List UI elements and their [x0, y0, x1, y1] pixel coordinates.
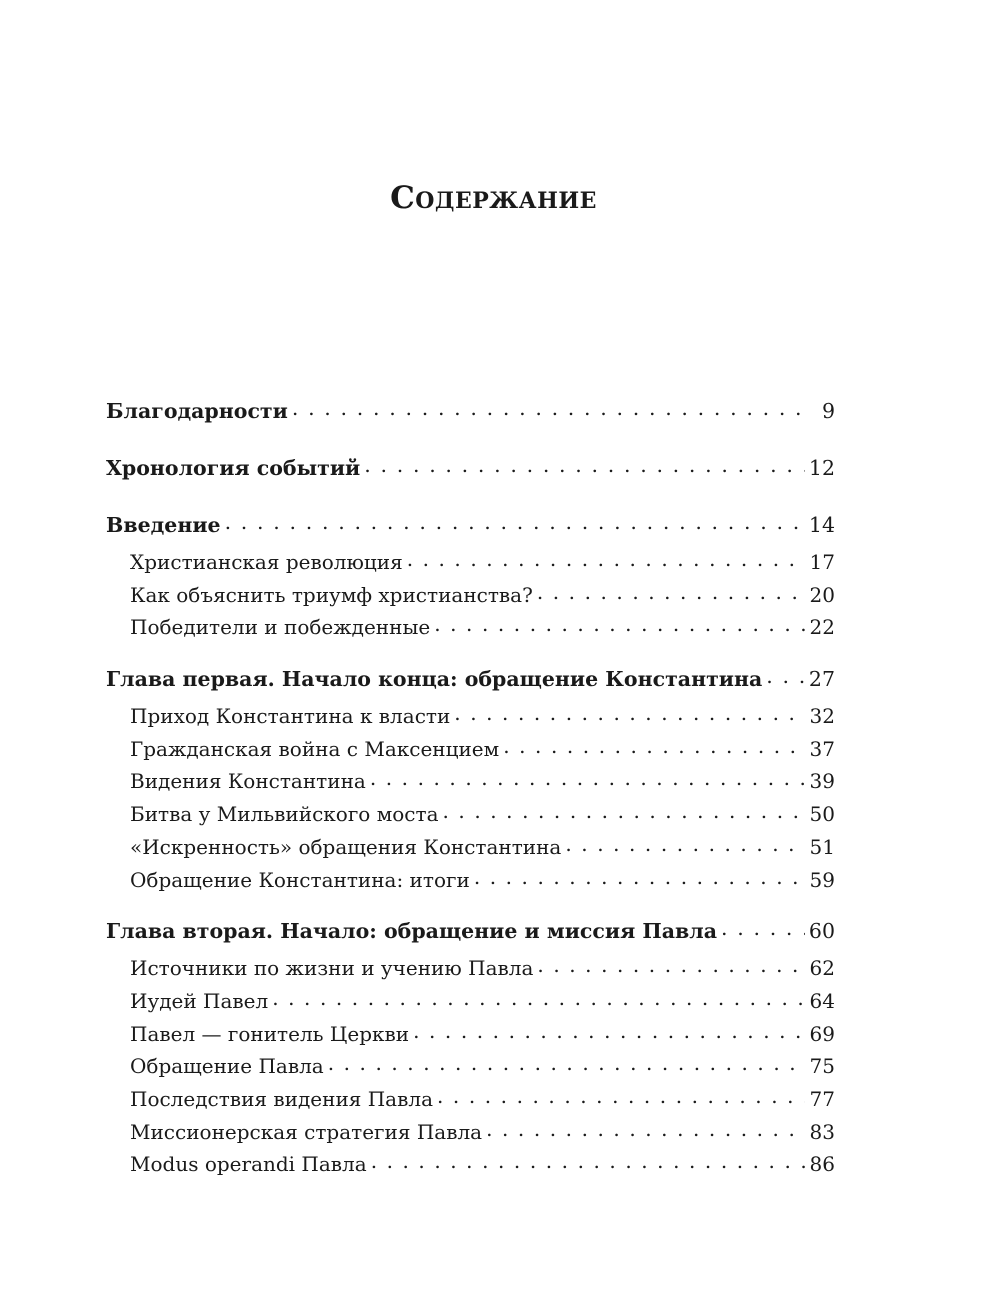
toc-entry-label: Благодарности — [106, 399, 288, 423]
toc-entry-label: Христианская революция — [130, 550, 403, 574]
toc-subentry[interactable] — [106, 831, 835, 864]
toc-subentry[interactable] — [106, 1116, 835, 1149]
toc-subentry[interactable] — [106, 579, 835, 612]
toc-subentry[interactable] — [106, 733, 835, 766]
toc-entry-label: Глава вторая. Начало: обращение и миссия Павла — [106, 919, 717, 944]
toc-dot-leader — [292, 398, 805, 419]
toc-entry[interactable] — [106, 914, 835, 948]
toc-entry-page: 64 — [809, 988, 835, 1013]
toc-entry-label: Гражданская война с Максенцием — [130, 736, 500, 761]
toc-entry-page: 50 — [809, 802, 835, 827]
toc-entry-page: 75 — [809, 1054, 835, 1079]
toc-dot-leader — [364, 455, 805, 476]
toc-dot-leader — [474, 867, 805, 887]
toc-dot-leader — [437, 1086, 805, 1106]
toc-entry-page: 59 — [809, 867, 835, 892]
toc-dot-leader — [370, 768, 805, 788]
toc-dot-leader — [434, 614, 805, 634]
toc-entry-page: 60 — [808, 919, 835, 944]
toc-dot-leader — [407, 549, 805, 569]
toc-entry-label: Обращение Павла — [130, 1054, 324, 1079]
toc-dot-leader — [503, 736, 805, 756]
toc-entry-label: Приход Константина к власти — [130, 704, 451, 729]
toc-entry-page: 77 — [809, 1086, 835, 1111]
toc-entry-page: 86 — [809, 1152, 835, 1177]
toc-entry-page: 32 — [809, 704, 835, 729]
toc-entry-label: Миссионерская стратегия Павла — [130, 1119, 483, 1144]
toc-entry[interactable] — [106, 508, 835, 542]
toc-entry-page: 37 — [809, 736, 835, 761]
toc-subentry[interactable] — [106, 798, 835, 831]
toc-entry-label: Обращение Константина: итоги — [130, 867, 470, 892]
toc-dot-leader — [486, 1119, 805, 1139]
toc-entry-label: Видения Константина — [130, 769, 366, 794]
toc-dot-leader — [371, 1151, 805, 1171]
toc-entry[interactable] — [106, 662, 835, 696]
toc-dot-leader — [328, 1053, 805, 1073]
toc-entry-page: 22 — [809, 615, 835, 640]
toc-subentry[interactable] — [106, 546, 835, 579]
toc-entry-page: 9 — [821, 399, 835, 423]
toc-dot-leader — [721, 918, 805, 939]
toc-entry-label: Глава первая. Начало конца: обращение Константина — [106, 667, 763, 692]
toc-entry-page: 69 — [809, 1021, 835, 1046]
toc-dot-leader — [272, 988, 805, 1008]
toc-dot-leader — [766, 666, 805, 687]
toc-entry-page: 17 — [809, 550, 835, 574]
toc-subentry[interactable] — [106, 985, 835, 1018]
toc-subentry[interactable] — [106, 1148, 835, 1181]
toc-dot-leader — [537, 955, 805, 975]
toc-entry-label: Последствия видения Павла — [130, 1086, 433, 1111]
toc-entry-page: 51 — [809, 834, 835, 859]
toc-subentry[interactable] — [106, 611, 835, 644]
toc-entry[interactable] — [106, 451, 835, 485]
toc-dot-leader — [225, 512, 805, 533]
toc-entry-label: Иудей Павел — [130, 988, 269, 1013]
toc-dot-leader — [443, 801, 806, 821]
toc-entry-page: 27 — [808, 667, 835, 692]
toc-entry-page: 62 — [809, 956, 835, 981]
toc-entry-label: «Искренность» обращения Константина — [130, 834, 562, 859]
toc-entry[interactable] — [106, 394, 835, 428]
toc-entry-label: Modus operandi Павла — [130, 1152, 367, 1177]
toc-entry-label: Хронология событий — [106, 456, 361, 480]
toc-subentry[interactable] — [106, 952, 835, 985]
toc-subentry[interactable] — [106, 864, 835, 897]
toc-dot-leader — [454, 703, 805, 723]
toc-entry-label: Павел — гонитель Церкви — [130, 1021, 410, 1046]
toc-subentry[interactable] — [106, 1083, 835, 1116]
toc-entry-label: Источники по жизни и учению Павла — [130, 956, 534, 981]
toc-dot-leader — [565, 834, 805, 854]
toc-entry-label: Победители и побежденные — [130, 615, 431, 640]
toc-subentry[interactable] — [106, 765, 835, 798]
toc-dot-leader — [413, 1021, 805, 1041]
toc-entry-page: 83 — [809, 1119, 835, 1144]
toc-entry-label: Как объяснить триумф христианства? — [130, 582, 533, 607]
table-of-contents — [106, 394, 835, 1181]
toc-dot-leader — [537, 582, 805, 602]
toc-entry-label: Битва у Мильвийского моста — [130, 802, 439, 827]
toc-subentry[interactable] — [106, 1050, 835, 1083]
toc-entry-page: 14 — [808, 513, 835, 537]
toc-entry-page: 20 — [809, 582, 835, 607]
toc-entry-label: Введение — [106, 513, 221, 537]
toc-entry-page: 39 — [809, 769, 835, 794]
toc-entry-page: 12 — [808, 456, 835, 480]
page-title: Содержание — [390, 180, 597, 216]
toc-subentry[interactable] — [106, 700, 835, 733]
toc-subentry[interactable] — [106, 1018, 835, 1051]
